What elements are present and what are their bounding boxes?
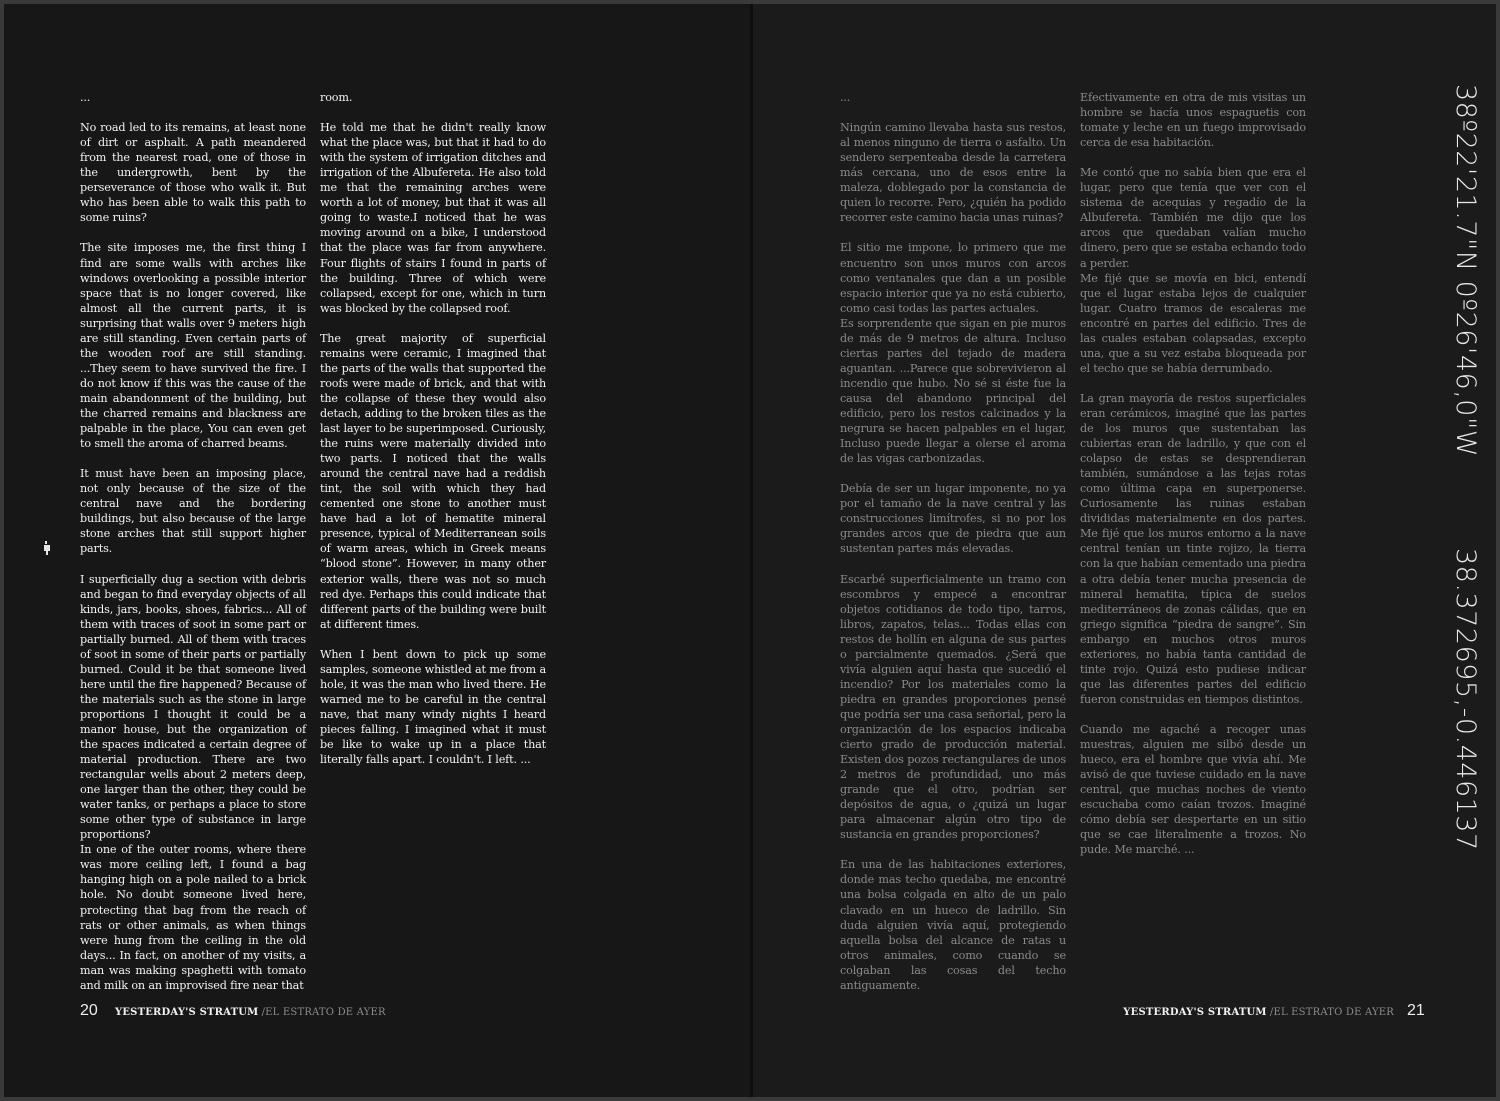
running-title-es: /EL ESTRATO DE AYER	[261, 1007, 386, 1018]
magazine-spread	[4, 4, 1496, 1097]
page-edge-mark-icon	[44, 541, 50, 555]
running-title-right	[1123, 1007, 1394, 1018]
running-title-es: /EL ESTRATO DE AYER	[1269, 1007, 1394, 1018]
coordinates-dms: 38º22'21.7"N 0º26'46,0"W	[1450, 84, 1481, 458]
right-page	[753, 4, 1496, 1097]
coordinates-decimal: 38.372695,-0.446137	[1450, 548, 1481, 851]
left-page	[4, 4, 750, 1097]
page-number-right: 21	[1407, 1002, 1425, 1019]
running-title-en: YESTERDAY'S STRATUM	[115, 1007, 259, 1018]
running-title-en: YESTERDAY'S STRATUM	[1123, 1007, 1267, 1018]
running-title-left	[115, 1007, 386, 1018]
english-text-column-2: room. He told me that he didn't really know what the place was, but that it had to do with the system of irrigation ditches and irrigation of the Albufereta. He also told me that the remaining arches were worth a lot of money, but that it was all going to waste.I noticed that he was moving around on a bike, I understood that the place was far from anywhere. Four flights of stairs I found in parts of the building. Three of which were collapsed, except for one, which in turn was blocked by the collapsed roof. The great majority of superficial remains were ceramic, I imagined that the parts of the walls that supported the roofs were made of brick, and that with the collapse of these they would also detach, adding to the broken tiles as the last layer to be superimposed. Curiously, the ruins were materially divided into two parts. I noticed that the walls around the central nave had a reddish tint, the soil with which they had cemented one stone to another must have had a lot of hematite mineral presence, typical of Mediterranean soils of warm areas, which in Greek means “blood stone”. However, in many other exterior walls, there was not so much red dye. Perhaps this could indicate that different parts of the building were built at different times. When I bent down to pick up some samples, someone whistled at me from a hole, it was the man who lived there. He warned me to be careful in the central nave, that many windy nights I heard pieces falling. I imagined what it must be like to wake up in a place that literally falls apart. I couldn't. I left. ...	[320, 91, 546, 767]
spanish-text-column-2: Efectivamente en otra de mis visitas un hombre se hacía unos espaguetis con tomate y leche en un fuego improvisado cerca de esa habitación. Me contó que no sabía bien que era el lugar, pero que tenía que ver con el sistema de acequias y regadío de la Albufereta. También me dijo que los arcos que quedaban valían mucho dinero, pero que se estaba echando todo a perder. Me fijé que se movía en bici, entendí que el lugar estaba lejos de cualquier lugar. Cuatro tramos de escaleras me encontré en partes del edificio. Tres de las cuales estaban colapsadas, excepto una, que a su vez estaba bloqueada por el techo que se había derrumbado. La gran mayoría de restos superficiales eran cerámicos, imaginé que las partes de los muros que sustentaban las cubiertas eran de ladrillo, y que con el colapso de estas se desprendieran también, sumándose a las tejas rotas como última capa en superponerse. Curiosamente las ruinas estaban divididas materialmente en dos partes. Me fijé que los muros entorno a la nave central tenían un tinte rojizo, la tierra con la que habían cementado una piedra a otra debía tener mucha presencia de mineral hematita, típica de suelos mediterráneos de zonas cálidas, que en griego significa “piedra de sangre”. Sin embargo en muchos otros muros exteriores, no había tanta cantidad de tinte rojo. Quizá esto pudiese indicar que las diferentes partes del edificio fueron construidas en tiempos distintos. Cuando me agaché a recoger unas muestras, alguien me silbó desde un hueco, era el hombre que vivía ahí. Me avisó de que tuviese cuidado en la nave central, que muchas noches de viento escuchaba como caían trozos. Imaginé cómo debía ser despertarte en un sitio que se cae literalmente a trozos. No pude. Me marché. ...	[1080, 91, 1306, 857]
spanish-text-column-1: ... Ningún camino llevaba hasta sus restos, al menos ninguno de tierra o asfalto. Un sendero serpenteaba desde la carretera más cercana, uno de esos entre la maleza, doblegado por la constancia de quien lo recorre. Pero, ¿quién ha podido recorrer este camino hacia unas ruinas? El sitio me impone, lo primero que me encuentro son unos muros con arcos como ventanales que dan a un posible espacio interior que ya no está cubierto, como casi todas las partes actuales. Es sorprendente que sigan en pie muros de más de 9 metros de altura. Incluso ciertas partes del tejado de madera aguantan. ...Parece que sobrevivieron al incendio que hubo. No sé si éste fue la causa del abandono principal del edificio, pero los restos calcinados y la negrura se hacen palpables en el lugar, Incluso puede llegar a olerse el aroma de las vigas carbonizadas. Debía de ser un lugar imponente, no ya por el tamaño de la nave central y las construcciones limítrofes, si no por los grandes arcos que de piedra que aun sustentan partes más elevadas. Escarbé superficialmente un tramo con escombros y empecé a encontrar objetos cotidianos de todo tipo, tarros, libros, zapatos, telas... Todas ellas con restos de hollín en alguna de sus partes o parcialmente quemados. ¿Será que vivía alguien aquí hasta que sucedió el incendio? Por los materiales como la piedra en grandes proporciones pensé que podría ser una casa señorial, pero la organización de los espacios indicaba cierto grado de producción material. Existen dos pozos rectangulares de unos 2 metros de profundidad, uno más grande que el otro, podrían ser depósitos de agua, o ¿quizá un lugar para almacenar algún otro tipo de sustancia en grandes proporciones? En una de las habitaciones exteriores, donde mas techo quedaba, me encontré una bolsa colgada en alto de un palo clavado en un hueco de ladrillo. Sin duda alguien vivía aquí, protegiendo aquella bolsa del alcance de ratas u otros animales, como cuando se colgaban las cosas del techo antiguamente.	[840, 91, 1066, 992]
english-text-column-1: ... No road led to its remains, at least none of dirt or asphalt. A path meandered from the nearest road, one of those in the undergrowth, bent by the perseverance of those who walk it. But who has been able to walk this path to some ruins? The site imposes me, the first thing I find are some walls with arches like windows overlooking a possible interior space that is no longer covered, like almost all the current parts, it is surprising that walls over 9 meters high are still standing. Even certain parts of the wooden roof are still standing. ...They seem to have survived the fire. I do not know if this was the cause of the main abandonment of the building, but the charred remains and blackness are palpable in the place, You can even get to smell the aroma of charred beams. It must have been an imposing place, not only because of the size of the central nave and the bordering buildings, but also because of the large stone arches that still support higher parts. I superficially dug a section with debris and began to find everyday objects of all kinds, jars, books, shoes, fabrics... All of them with traces of soot in some part or partially burned. All of them with traces of soot in some of their parts or partially burned. Could it be that someone lived here until the fire happened? Because of the materials such as the stone in large proportions I thought it could be a manor house, but the organization of the spaces indicated a certain degree of material production. There are two rectangular wells about 2 meters deep, one larger than the other, they could be water tanks, or perhaps a place to store some other type of substance in large proportions? In one of the outer rooms, where there was more ceiling left, I found a bag hanging high on a pole nailed to a brick hole. No doubt someone lived here, protecting that bag from the reach of rats or other animals, as when things were hung from the ceiling in the old days... In fact, on another of my visits, a man was making spaghetti with tomato and milk on an improvised fire near that	[80, 91, 306, 992]
page-number-left: 20	[80, 1002, 98, 1019]
